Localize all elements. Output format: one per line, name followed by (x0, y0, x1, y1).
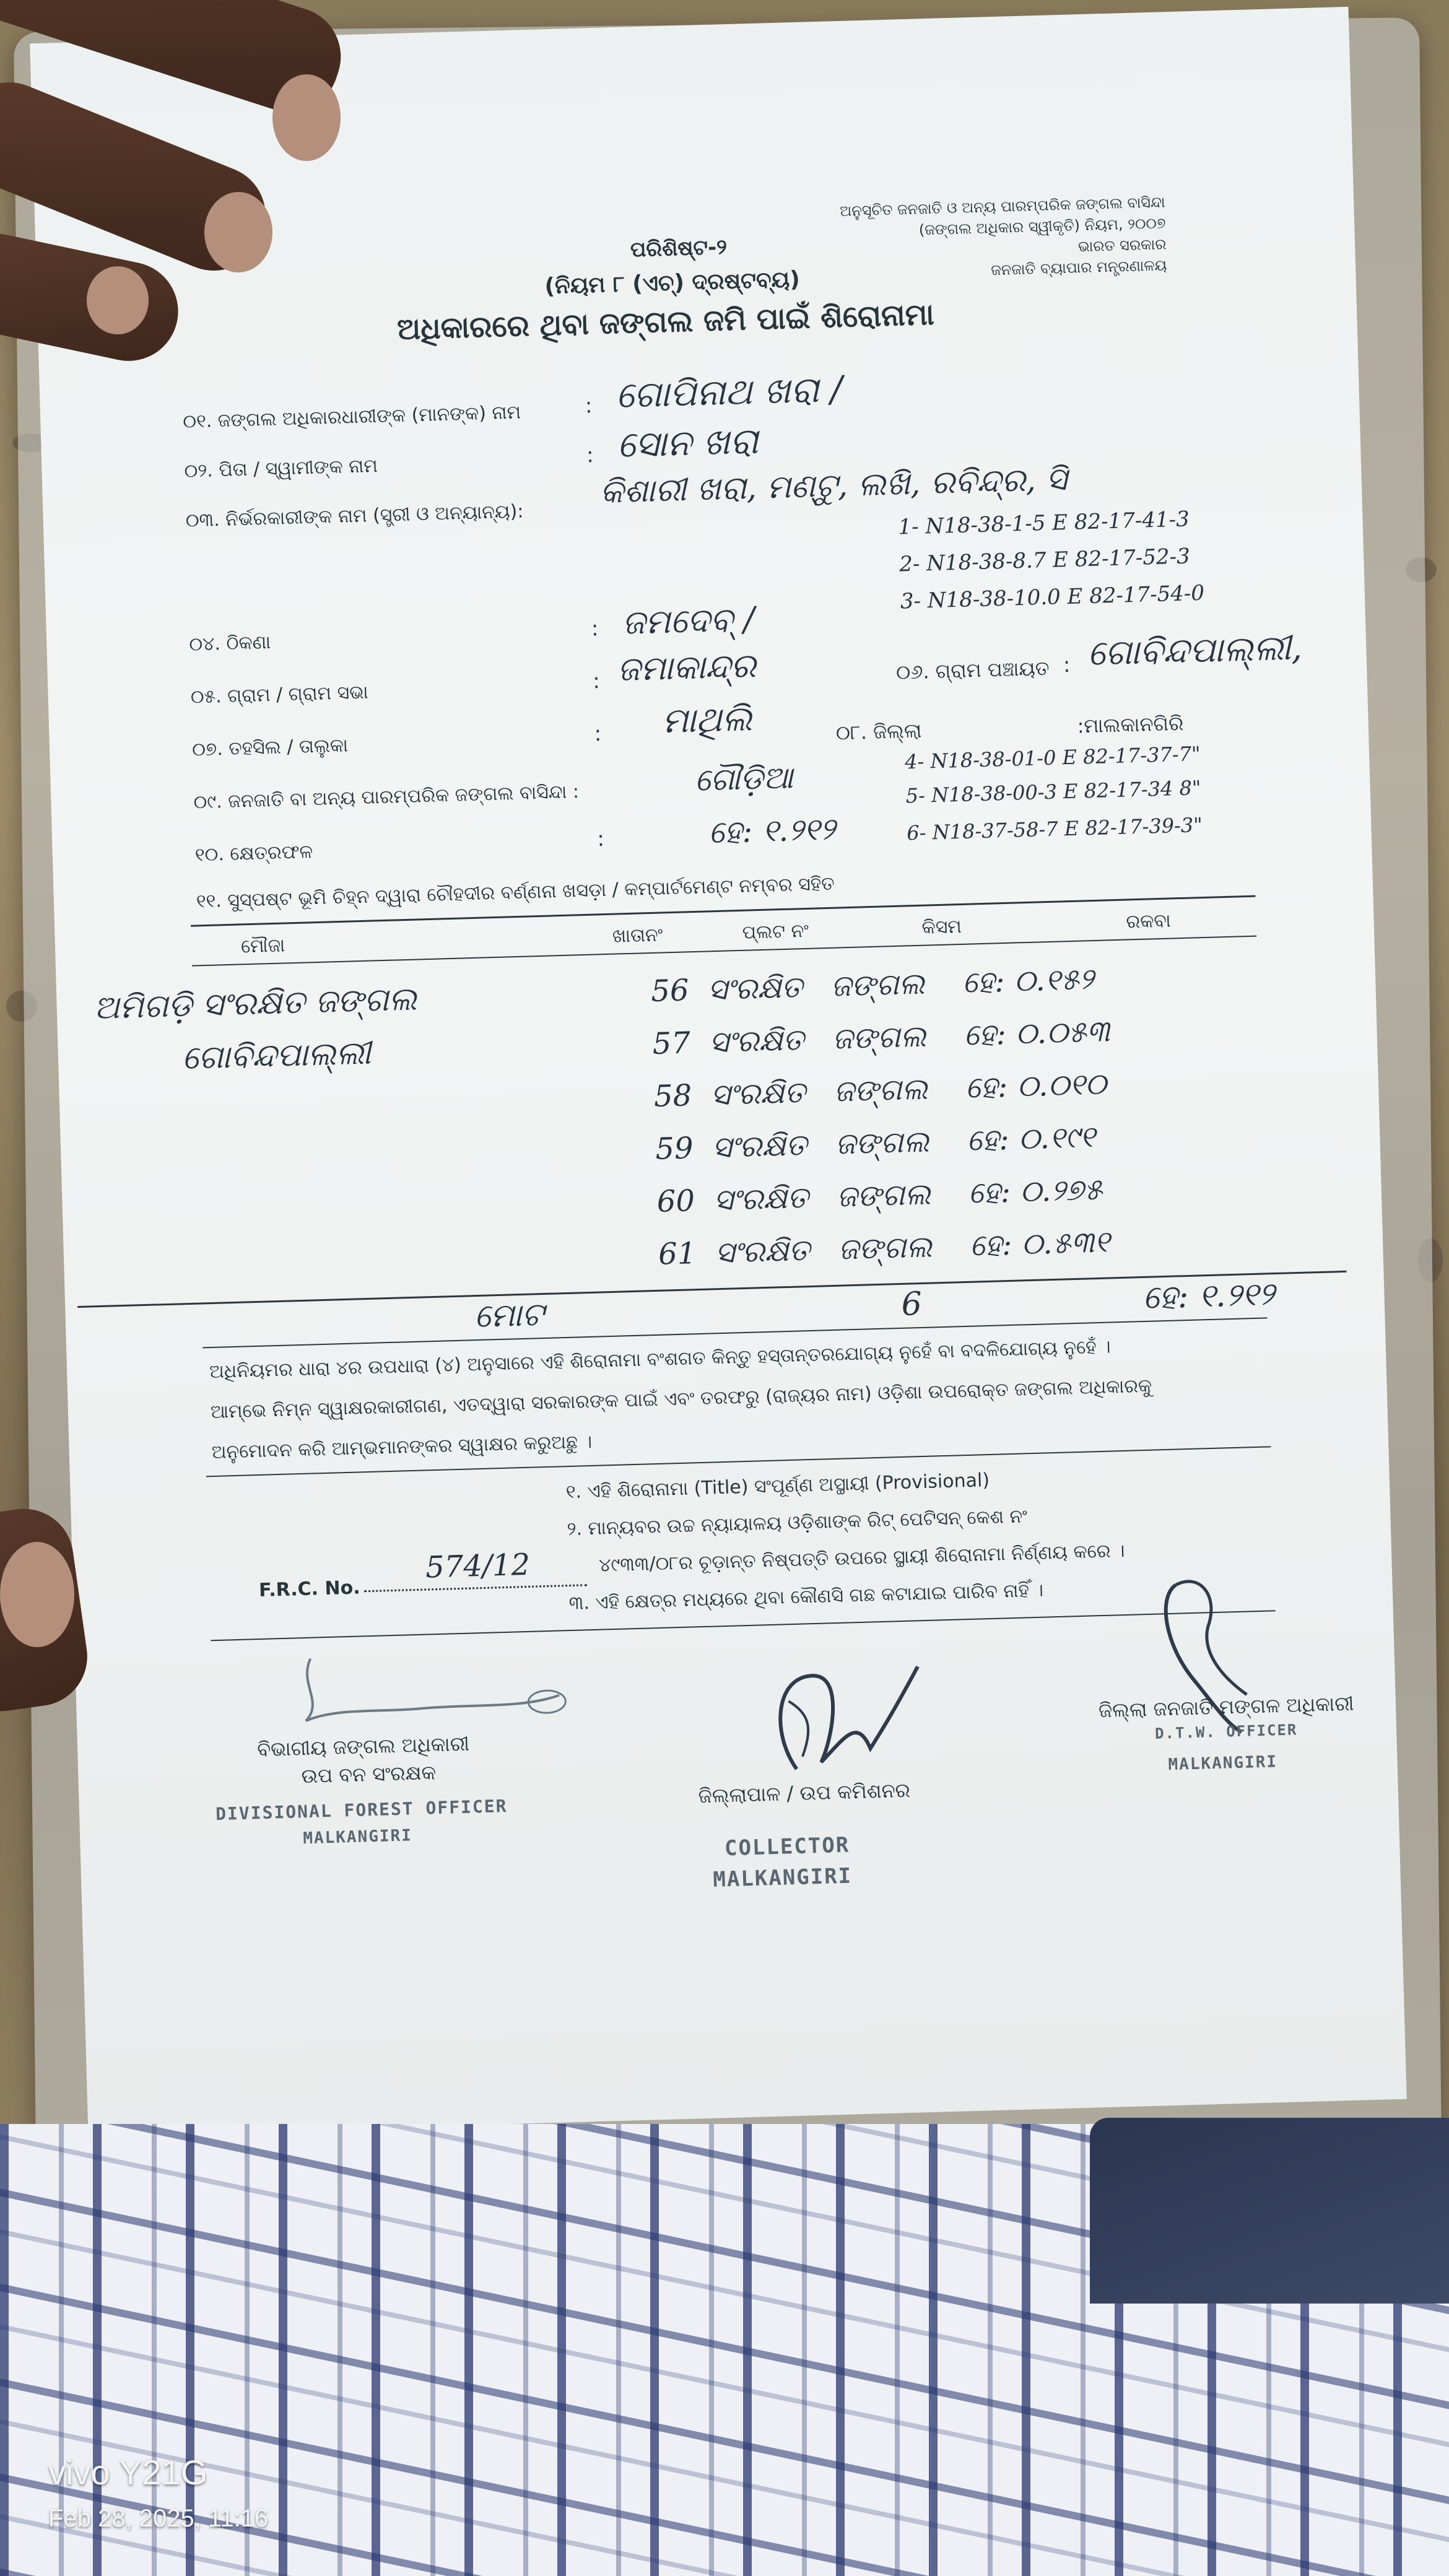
field-colon: : (586, 443, 594, 468)
collector-stamp-line: MALKANGIRI (712, 1863, 853, 1892)
plot-number: 56 (650, 973, 690, 1009)
table-header-plot: ପ୍ଲଟ ନଂ (742, 920, 809, 944)
row-area: ହେ: ୦.୧୯୧ (966, 1120, 1096, 1158)
gp-colon: : (1063, 652, 1071, 678)
field-label: ୦୫. ଗ୍ରାମ / ଗ୍ରାମ ସଭା (190, 681, 369, 708)
holder-name: ଗୋପିନାଥ ଖରା / (615, 367, 843, 417)
field-label: ୧୦. କ୍ଷେତ୍ରଫଳ (194, 841, 313, 866)
dfo-signature (285, 1645, 585, 1739)
declaration-line: ଆମ୍ଭେ ନିମ୍ନ ସ୍ୱାକ୍ଷରକାରୀଗଣ, ଏତଦ୍ୱାରା ସରକାରଙ୍କ ପାଇଁ ଏବଂ ତରଫରୁ (ରାଜ୍ୟର ନାମ) ଓଡ଼ିଶା ଉପରୋକ୍ତ ଜଙ୍ଗଲ ଅଧିକାରକୁ (210, 1375, 1152, 1424)
khata-type: ସଂରକ୍ଷିତ (708, 1022, 805, 1060)
dfo-subtitle: ଉପ ବନ ସଂରକ୍ଷକ (300, 1760, 437, 1788)
dfo-stamp-line: DIVISIONAL FOREST OFFICER (215, 1795, 508, 1825)
dfo-stamp-line: MALKANGIRI (302, 1826, 413, 1848)
table-header-khata: ଖାତାନଂ (612, 924, 663, 947)
fingernail (87, 266, 149, 334)
row-area: ହେ: ୦.୫୩୧ (969, 1224, 1110, 1263)
field-label: ୦୪. ଠିକଣା (188, 631, 271, 656)
kisam-value: ଜଙ୍ଗଲ (837, 1229, 933, 1267)
total-area: ହେ: ୧.୨୧୨ (1142, 1276, 1276, 1316)
gps-point: 1- N18-38-1-5 E 82-17-41-3 (898, 507, 1190, 540)
collector-title: ଜିଲ୍ଲାପାଳ / ଉପ କମିଶନର (698, 1778, 911, 1808)
table-header-mouza: ମୌଜା (240, 934, 285, 958)
gps-point: 3- N18-38-10.0 E 82-17-54-0 (900, 580, 1205, 614)
thumbnail (0, 1542, 74, 1647)
frc-number: 574/12 (425, 1547, 531, 1585)
khata-type: ସଂରକ୍ଷିତ (711, 1128, 807, 1165)
dtwo-stamp-line: MALKANGIRI (1168, 1752, 1278, 1775)
district-value: :ମାଲକାନଗିରି (1077, 711, 1184, 738)
address-value: ଜମଦେବ୍‌ / (621, 599, 755, 643)
rule-label: (ନିୟମ ୮ (ଏଚ୍) ଦ୍ରଷ୍ଟବ୍ୟ) (544, 266, 801, 300)
khata-type: ସଂରକ୍ଷିତ (713, 1180, 809, 1218)
field-label: ୦୩. ନିର୍ଭରକାରୀଙ୍କ ନାମ (ସ୍ତ୍ରୀ ଓ ଅନ୍ୟାନ୍ୟ): (185, 500, 524, 532)
note-line: ୪୯୩୩/୦୮ର ଚୂଡ଼ାନ୍ତ ନିଷ୍ପତ୍ତି ଉପରେ ସ୍ଥାୟୀ ଶିରୋନାମା ନିର୍ଣ୍ଣୟ କରେ । (598, 1539, 1125, 1577)
frc-label: F.R.C. No. (258, 1577, 361, 1602)
khata-type: ସଂରକ୍ଷିତ (714, 1232, 811, 1271)
note-line: ୨. ମାନ୍ୟବର ଉଚ୍ଚ ନ୍ୟାୟାଳୟ ଓଡ଼ିଶାଙ୍କ ରିଟ୍ ପେଟିସନ୍ କେଶ ନଂ (567, 1505, 1028, 1541)
note-line: ୩. ଏହି କ୍ଷେତ୍ର ମଧ୍ୟରେ ଥିବା କୌଣସି ଗଛ କଟାଯାଇ ପାରିବ ନାହିଁ । (568, 1579, 1044, 1615)
row-area: ହେ: ୦.୧୫୨ (962, 962, 1095, 1000)
gps-point: 6- N18-37-58-7 E 82-17-39-3" (906, 813, 1203, 845)
gps-point: 5- N18-38-00-3 E 82-17-34 8" (905, 776, 1202, 808)
plot-number: 60 (656, 1183, 695, 1219)
declaration-line: ଅଧିନିୟମର ଧାରା ୪ର ଉପଧାରା (୪) ଅନୁସାରେ ଏହି ଶିରୋନାମା ବଂଶଗତ କିନ୍ତୁ ହସ୍ତାନ୍ତରଯୋଗ୍ୟ ନୁହେଁ ବା ବଦଳିଯୋଗ୍ୟ ନୁହେଁ । (209, 1336, 1112, 1383)
row-area: ହେ: ୦.୦୫୩ (963, 1014, 1111, 1053)
header-right-line: ଅନୁସୂଚିତ ଜନଜାତି ଓ ଅନ୍ୟ ପାରମ୍ପରିକ ଜଙ୍ଗଲ ବାସିନ୍ଦା (839, 193, 1165, 220)
field-label: ୦୯. ଜନଜାତି ବା ଅନ୍ୟ ପାରମ୍ପରିକ ଜଙ୍ଗଲ ବାସିନ୍ଦା : (193, 781, 580, 814)
device-watermark: vivo Y21G (48, 2453, 208, 2492)
field-label: ୦୧. ଜଙ୍ଗଲ ଅଧିକାରଧାରୀଙ୍କ (ମାନଙ୍କ) ନାମ (182, 401, 521, 433)
kisam-value: ଜଙ୍ଗଲ (836, 1177, 931, 1214)
plot-number: 58 (653, 1078, 692, 1114)
table-row (652, 1014, 1110, 1062)
dark-trousers (1090, 2118, 1449, 2304)
header-right-line: (ଜଙ୍ଗଲ ଅଧିକାର ସ୍ୱୀକୃତି) ନିୟମ, ୨୦୦୭ (918, 214, 1166, 239)
total-label: ମୋଟ (474, 1296, 545, 1336)
field-colon: : (585, 393, 593, 419)
dfo-title: ବିଭାଗୀୟ ଜଙ୍ଗଲ ଅଧିକାରୀ (256, 1731, 470, 1762)
field-colon: : (596, 827, 605, 852)
plot-number: 57 (651, 1025, 691, 1061)
village-value: ଜମାକାନ୍ଦ୍ର (616, 646, 757, 689)
kisam-value: ଜଙ୍ଗଲ (832, 1019, 927, 1056)
declaration-line: ଅନୁମୋଦନ କରି ଆମ୍ଭମାନଙ୍କର ସ୍ୱାକ୍ଷର କରୁଅଛୁ । (211, 1430, 593, 1464)
notes-rule (211, 1610, 1275, 1641)
district-label: ୦୮. ଜିଲ୍ଲା (835, 718, 922, 745)
title-document (30, 7, 1407, 2136)
table-header-area: ରକବା (1126, 910, 1172, 933)
table-row (653, 1067, 1107, 1115)
field-colon: : (591, 616, 599, 642)
gp-value: ଗୋବିନ୍ଦପାଲ୍ଲୀ, (1087, 627, 1303, 674)
row-area: ହେ: ୦.୨୭୫ (967, 1172, 1103, 1211)
table-header-kisam: କିସମ (921, 915, 962, 939)
frc-dotted-line (364, 1584, 587, 1592)
collector-signature (757, 1660, 946, 1782)
document-title: ଅଧିକାରରେ ଥିବା ଜଙ୍ଗଲ ଜମି ପାଇଁ ଶିରୋନାମା (396, 297, 935, 347)
mouza-line: ଗୋବିନ୍ଦପାଲ୍ଲୀ (181, 1034, 372, 1077)
fingernail (204, 192, 272, 272)
table-header-rule (192, 936, 1256, 967)
tahasil-value: ମାଥିଲି (661, 698, 753, 742)
gps-point: 2- N18-38-8.7 E 82-17-52-3 (899, 544, 1191, 577)
header-right-block (840, 191, 1167, 285)
field-label: ୦୭. ତହସିଲ / ତାଲୁକା (191, 734, 349, 761)
field-label: ୦୨. ପିତା / ସ୍ୱାମୀଙ୍କ ନାମ (184, 455, 378, 482)
area-value: ହେ: ୧.୨୧୨ (708, 811, 836, 851)
dependents-names: କିଶାରୀ ଖରା, ମଣ୍ଟୁ, ଲଖି, ରବିନ୍ଦ୍ର, ସି (599, 460, 1068, 511)
kisam-value: ଜଙ୍ଗଲ (834, 1124, 930, 1162)
mouza-line: ଅମିଗଡ଼ି ସଂରକ୍ଷିତ ଜଙ୍ଗଲ (93, 980, 417, 1027)
field-colon: : (592, 669, 601, 694)
total-count: 6 (900, 1285, 923, 1323)
tribe-value: ଗୌଡ଼ିଆ (694, 759, 794, 798)
header-right-line: ଭାରତ ସରକାର (1077, 235, 1167, 256)
plot-number: 59 (655, 1131, 694, 1167)
gp-label: ୦୬. ଗ୍ରାମ ପଞ୍ଚାୟତ (895, 656, 1050, 684)
table-row (651, 962, 1095, 1009)
plot-number: 61 (658, 1236, 697, 1272)
timestamp-watermark: Feb 28, 2025, 11:16 (48, 2505, 269, 2532)
collector-stamp-line: COLLECTOR (724, 1832, 850, 1861)
khata-type: ସଂରକ୍ଷିତ (707, 970, 803, 1007)
fingernail (272, 74, 341, 161)
kisam-value: ଜଙ୍ଗଲ (830, 966, 925, 1004)
dtwo-title: ଜିଲ୍ଲା ଜନଜାତି ମଙ୍ଗଳ ଅଧିକାରୀ (1098, 1691, 1354, 1723)
schedule-label: ପରିଶିଷ୍ଟ-୨ (630, 235, 728, 263)
kisam-value: ଜଙ୍ଗଲ (833, 1071, 928, 1109)
table-row (655, 1120, 1096, 1167)
header-right-line: ଜନଜାତି ବ୍ୟାପାର ମନ୍ତ୍ରଣାଳୟ (990, 256, 1167, 279)
section11-label: ୧୧. ସୁସ୍ପଷ୍ଟ ଭୂମି ଚିହ୍ନ ଦ୍ୱାରା ଚୌହଦୀର ବର୍ଣ୍ଣନା ଖସଡ଼ା / କମ୍ପାର୍ଟମେଣ୍ଟ ନମ୍ବର ସହିତ (196, 872, 835, 913)
table-row (656, 1172, 1103, 1220)
dtwo-stamp-line: D.T.W. OFFICER (1154, 1721, 1298, 1743)
father-name: ସୋନ ଖରା (616, 419, 759, 466)
khata-type: ସଂରକ୍ଷିତ (710, 1075, 806, 1113)
note-line: ୧. ଏହି ଶିରୋନାମା (Title) ସଂପୂର୍ଣ୍ଣ ଅସ୍ଥାୟୀ (Provisional) (565, 1469, 990, 1503)
gps-point: 4- N18-38-01-0 E 82-17-37-7" (904, 742, 1201, 774)
field-colon: : (594, 721, 602, 747)
table-row (658, 1224, 1110, 1272)
row-area: ହେ: ୦.୦୧୦ (965, 1066, 1107, 1105)
